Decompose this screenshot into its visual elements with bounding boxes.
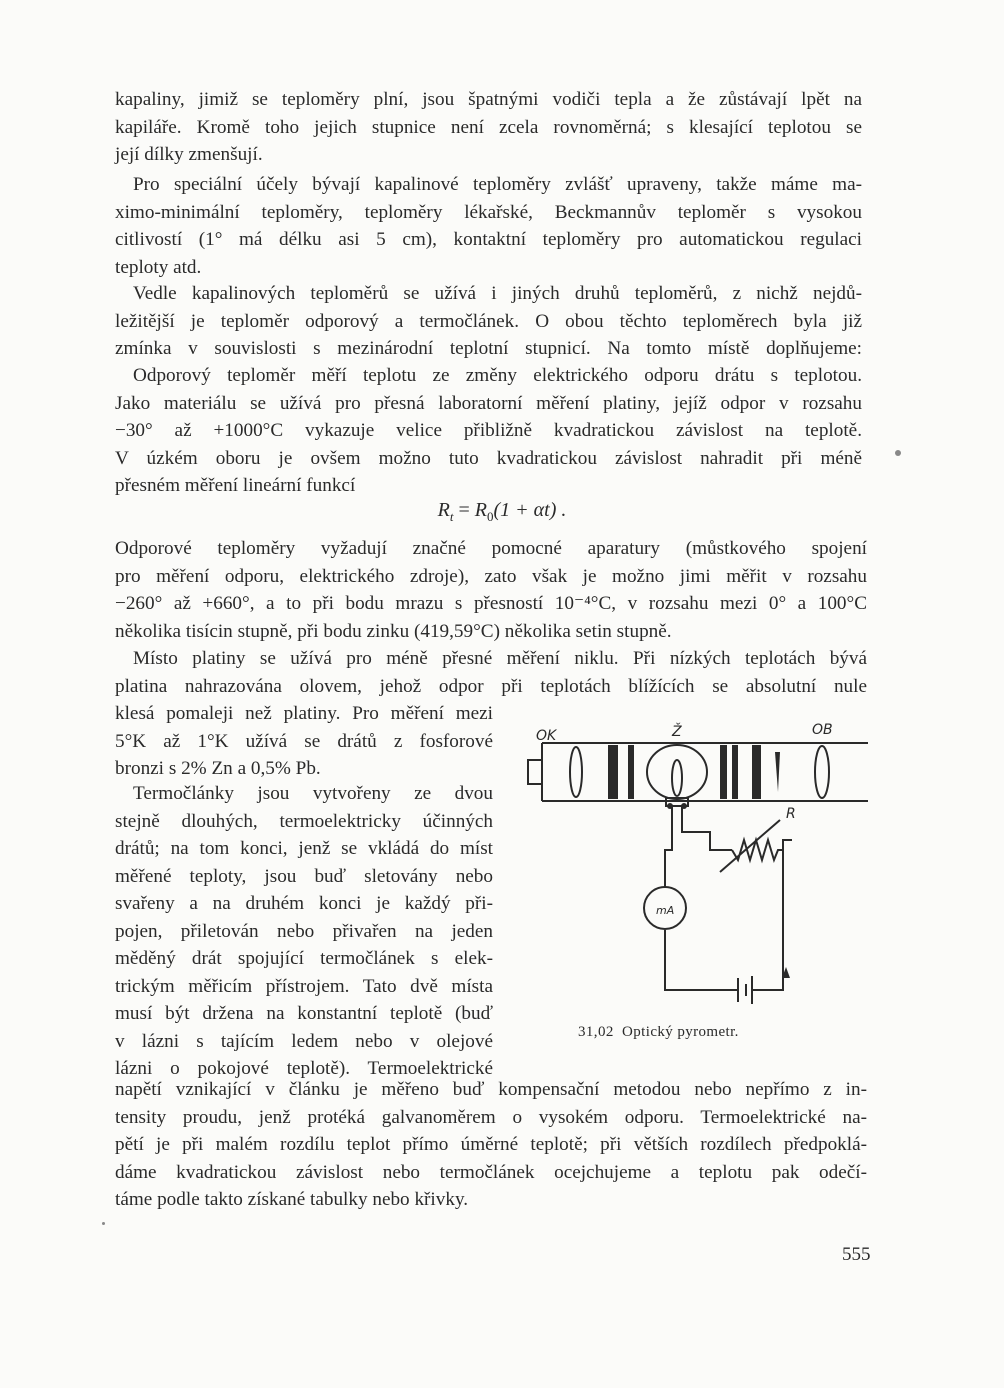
label-ma: mA [656, 904, 675, 917]
scan-speck [895, 450, 901, 456]
formula-rhs: R [474, 499, 487, 521]
text-line: Vedle kapalinových teploměrů se užívá i jiných druhů teploměrů, z nichž nejdů- [133, 283, 862, 304]
label-z: Ž [672, 724, 682, 740]
objective-lens [815, 746, 829, 798]
text-line: ximo-minimální teploměry, teploměry lékařské, Beckmannův teploměr s vysokou [115, 201, 862, 223]
paragraph [115, 535, 867, 645]
text-line: −260° až +660°, a to při bodu mrazu s přesností 10⁻⁴°C, v rozsahu mezi 0° a 100°C [115, 593, 867, 614]
text-line: kapaliny, jimiž se teploměry plní, jsou špatnými vodiči tepla a že zůstávají lpět na [115, 89, 862, 110]
text-line: teploty atd. [115, 256, 202, 278]
text-line: lázni o pokojové teplotě). Termoelektrické [115, 1058, 493, 1079]
text-line: klesá pomaleji než platiny. Pro měření mezi [115, 703, 493, 724]
resistor-adjust-arrow [720, 820, 780, 872]
diaphragm [608, 745, 618, 799]
text-line: zmínka v souvislosti s mezinárodní teplotní stupnicí. Na tomto místě doplňujeme: [115, 338, 862, 359]
formula-rest: (1 + αt) . [493, 499, 567, 521]
text-line: měřené teploty, jsou buď sletovány nebo [115, 865, 493, 887]
diaphragm [732, 745, 738, 799]
paragraph [115, 1076, 867, 1214]
text-line: −30° až +1000°C vykazuje velice přibližně kvadratickou závislost na teplotě. [115, 420, 862, 441]
text-line: bronzi s 2% Zn a 0,5% Pb. [115, 758, 321, 779]
text-line: pojen, přiletován nebo přivařen na jeden [115, 920, 493, 942]
text-line: Termočlánky jsou vytvořeny ze dvou [133, 783, 493, 804]
label-ok: OK [536, 728, 557, 744]
pyrometer-figure [520, 712, 876, 1032]
label-ob: OB [812, 722, 833, 738]
text-line: V úzkém oboru je ovšem možno tuto kvadratickou závislost nahradit při méně [115, 447, 862, 469]
formula-lhs-subscript: t [449, 509, 454, 524]
text-line: táme podle takto získané tabulky nebo křivky. [115, 1189, 469, 1210]
text-line: několika tisícin stupně, při bodu zinku (419,59°C) několika setin stupně. [115, 620, 672, 642]
text-line: Místo platiny se užívá pro méně přesné měření niklu. Při nízkých teplotách bývá [133, 648, 867, 669]
text-line: přesném měření lineární funkcí [115, 475, 356, 496]
eyepiece-cap [528, 760, 542, 784]
text-line: musí být držena na konstantní teplotě (buď [115, 1003, 493, 1024]
text-line: napětí vznikající v článku je měřeno buď kompensační metodou nebo nepřímo z in- [115, 1079, 867, 1100]
diaphragm [628, 745, 634, 799]
paragraph-column [115, 780, 493, 1083]
text-line: ležitější je teploměr odporový a termočlánek. O obou těchto teploměrech byla již [115, 310, 862, 332]
paragraph [115, 86, 862, 169]
scan-speck [102, 1222, 105, 1225]
text-line: Pro speciální účely bývají kapalinové teploměry zvlášť upraveny, takže máme ma- [133, 174, 862, 195]
page-number: 555 [842, 1244, 871, 1265]
formula-rhs-subscript: 0 [486, 509, 494, 524]
text-line: tensity proudu, jenž protéká galvanoměrem o vysokém odporu. Termoelektrické na- [115, 1106, 867, 1128]
text-line: měděný drát spojující termočlánek s elek- [115, 948, 493, 969]
text-line: kapiláře. Kromě toho jejich stupnice není zcela rovnoměrná; s klesající teplotou se [115, 116, 862, 138]
diaphragm [720, 745, 727, 799]
text-line: 5°K až 1°K užívá se drátů z fosforové [115, 730, 493, 752]
lamp-bulb [647, 745, 707, 799]
variable-resistor [732, 840, 783, 860]
lamp-filament [672, 760, 682, 796]
formula-lhs: R [437, 499, 450, 521]
text-line: citlivostí (1° má délku asi 5 cm), kontaktní teploměry pro automatickou regulaci [115, 229, 862, 250]
paragraph [115, 171, 862, 281]
paragraph [115, 645, 867, 700]
label-r: R [786, 806, 796, 822]
text-line: pro měření odporu, elektrického zdroje), zato však je možno jimi měřit v rozsahu [115, 565, 867, 587]
text-line: Jako materiálu se užívá pro přesná laboratorní měření platiny, jejíž odpor v rozsahu [115, 392, 862, 414]
text-line: pětí je při malém rozdílu teplot přímo úměrné teplotě; při větších rozdílech předpoklá- [115, 1134, 867, 1155]
text-line: svařeny a na druhém konci je každý při- [115, 893, 493, 914]
paragraph-column [115, 700, 493, 783]
text-line: její dílky zmenšují. [115, 144, 263, 165]
paragraph [115, 362, 862, 500]
text-line: drátů; na tom konci, jenž se vkládá do míst [115, 838, 493, 859]
text-line: stejně dlouhých, termoelektricky účinných [115, 810, 493, 832]
pyrometer-diagram [520, 712, 876, 1022]
formula [0, 496, 1004, 531]
text-line: Odporový teploměr měří teplotu ze změny elektrického odporu drátu s teplotou. [133, 365, 862, 386]
text-line: v lázni s tajícím ledem nebo v olejové [115, 1030, 493, 1052]
paragraph [115, 280, 862, 363]
text-line: platina nahrazována olovem, jehož odpor při teplotách blížících se absolutní nule [115, 675, 867, 697]
figure-caption: 31,02 Optický pyrometr. [578, 1024, 739, 1040]
formula-equals: = [453, 499, 475, 521]
text-line: dáme kvadratickou závislost nebo termočlánek ocejchujeme a teplotu pak odečí- [115, 1161, 867, 1183]
eyepiece-lens [570, 747, 582, 797]
text-line: trickým měřicím přístrojem. Tato dvě místa [115, 975, 493, 997]
text-line: Odporové teploměry vyžadují značné pomocné aparatury (můstkového spojení [115, 538, 867, 559]
diaphragm [752, 745, 761, 799]
